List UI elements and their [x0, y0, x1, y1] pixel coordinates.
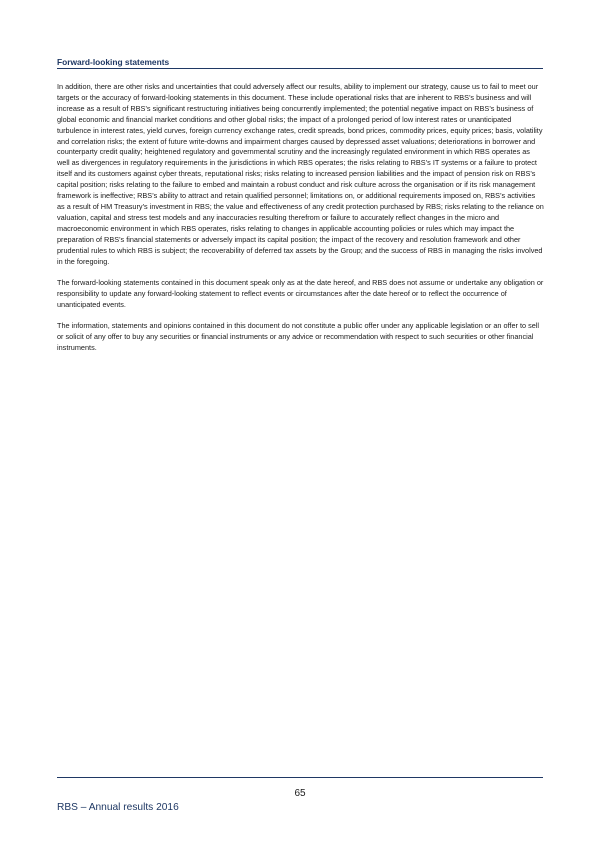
page-number: 65 [294, 788, 306, 799]
body-text [57, 82, 544, 365]
paragraph-forward-looking: The forward-looking statements contained in this document speak only as at the date hereof, and RBS does not assume or undertake any obligation or responsibility to update any forward-looking statement to reflect events or circumstances after the date hereof or to reflect the occurrence of unanticipated events. [57, 278, 544, 309]
heading-rule [57, 68, 543, 69]
footer-title: RBS – Annual results 2016 [57, 802, 179, 813]
paragraph-no-offer: The information, statements and opinions contained in this document do not constitute a public offer under any applicable legislation or an offer to sell or solicit of any offer to buy any securities or financial instruments or any advice or recommendation with respect to such securities or other financial instruments. [57, 321, 540, 353]
paragraph-risks: In addition, there are other risks and uncertainties that could adversely affect our results, ability to implement our strategy, cause us to fail to meet our targets or the accuracy of forward-looking statements in this document. These include operational risks that are inherent to RBS’s business and will increase as a result of RBS’s significant restructuring initiatives being concurrently implemented; the potential negative impact on RBS’s business of global economic and financial market conditions and other global risks; the impact of a prolonged period of low interest rates or unanticipated turbulence in interest rates, yield curves, foreign currency exchange rates, credit spreads, bond prices, commodity prices, equity prices; basis, volatility and correlation risks; the extent of future write-downs and impairment charges caused by depressed asset valuations; deteriorations in borrower and counterparty credit quality; heightened regulatory and governmental scrutiny and the increasingly regulated environment in which RBS operates as well as divergences in regulatory requirements in the jurisdictions in which RBS operates; the risks relating to RBS’s IT systems or a failure to protect itself and its customers against cyber threats, reputational risks; risks relating to increased pension liabilities and the impact of pension risk on RBS’s capital position; risks relating to the failure to embed and maintain a robust conduct and risk culture across the organisation or if its risk management framework is ineffective; RBS’s ability to attract and retain qualified personnel; limitations on, or additional requirements imposed on, RBS’s activities as a result of HM Treasury’s investment in RBS; the value and effectiveness of any credit protection purchased by RBS; risks relating to the reliance on valuation, capital and stress test models and any inaccuracies resulting therefrom or failure to accurately reflect changes in the micro and macroeconomic environment in which RBS operates, risks relating to changes in applicable accounting policies or rules which may impact the preparation of RBS’s financial statements or adversely impact its capital position; the impact of the recovery and resolution framework and other prudential rules to which RBS is subject; the recoverability of deferred tax assets by the Group; and the success of RBS in managing the risks involved in the foregoing. [57, 82, 544, 266]
section-heading: Forward-looking statements [57, 57, 170, 67]
footer-rule [57, 777, 543, 778]
